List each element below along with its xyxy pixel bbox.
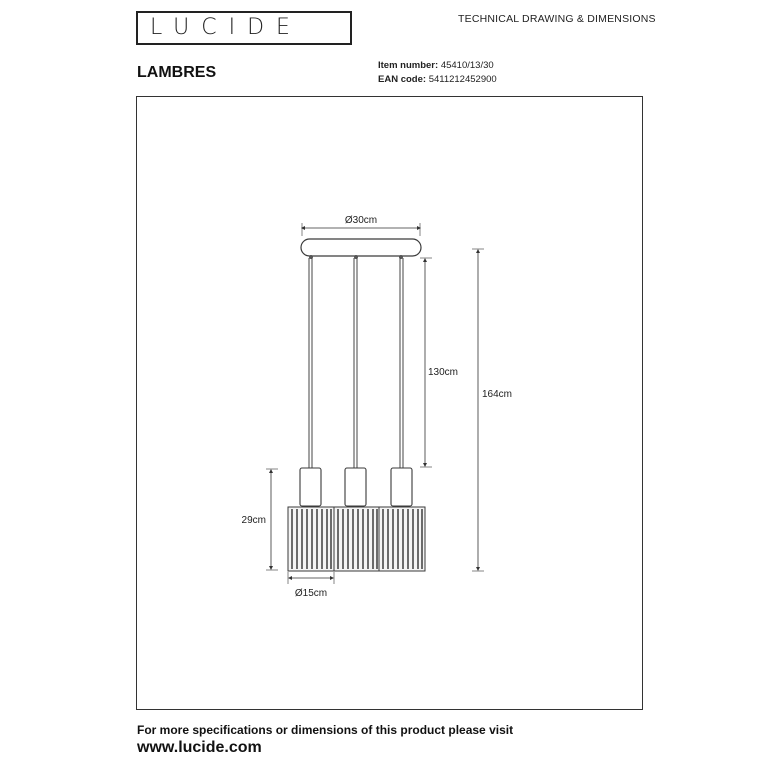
lamp-holders [300,468,412,506]
shade-diameter-label: Ø15cm [294,588,328,599]
brand-logo-text: LUCIDE [150,15,302,40]
ean-code-label: EAN code: [378,74,427,85]
canopy-diameter-dimension [302,215,420,236]
shade-height-dimension [242,469,278,570]
shade-diameter-dimension [288,572,334,599]
footer-note: For more specifications or dimensions of this product please visit [137,723,514,737]
total-height-label: 164cm [482,389,513,400]
ean-code-value: 5411212452900 [428,74,497,85]
glass-shades [288,507,425,571]
cable-length-label: 130cm [428,367,459,378]
total-height-dimension [472,249,512,571]
item-number-value: 45410/13/30 [440,60,494,71]
shade-height-label: 29cm [241,515,266,526]
product-name: LAMBRES [137,64,217,81]
canopy-diameter-label: Ø30cm [344,215,378,226]
footer-website-link[interactable]: www.lucide.com [137,739,262,756]
item-number-label: Item number: [378,60,439,71]
ceiling-canopy [301,239,421,256]
document-type-label: TECHNICAL DRAWING & DIMENSIONS [458,13,656,25]
cable-length-dimension [420,258,458,467]
suspension-cables [309,258,403,468]
